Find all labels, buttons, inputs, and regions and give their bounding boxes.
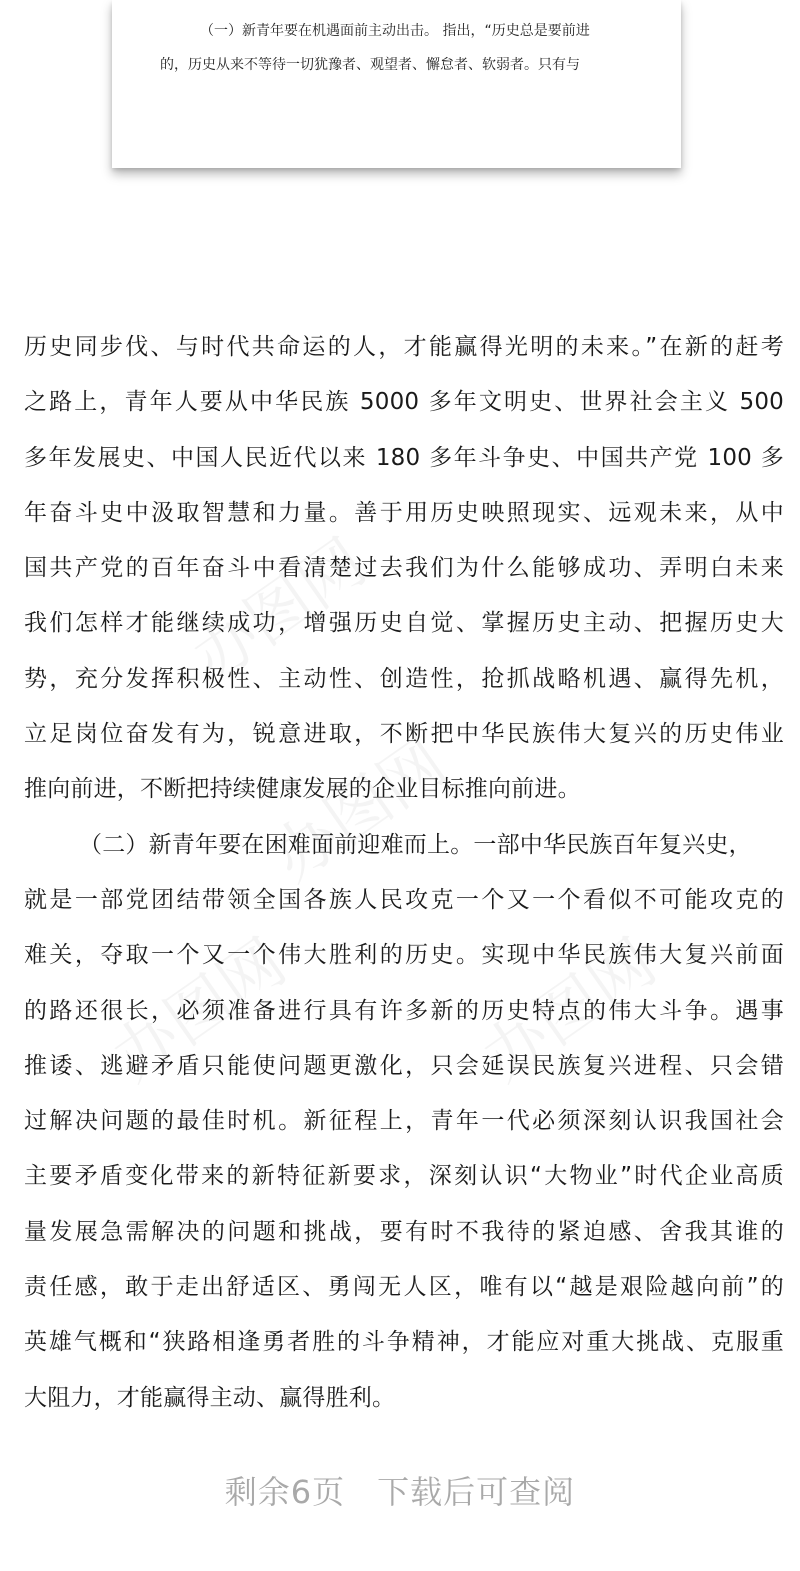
body-line: 量发展急需解决的问题和挑战，要有时不我待的紧迫感、舍我其谁的 bbox=[24, 1218, 784, 1245]
body-line: 推诿、逃避矛盾只能使问题更激化，只会延误民族复兴进程、只会错 bbox=[24, 1052, 784, 1079]
document-body bbox=[24, 320, 784, 1426]
document-preview-card bbox=[112, 0, 681, 168]
body-line: 推向前进，不断把持续健康发展的企业目标推向前进。 bbox=[24, 776, 581, 803]
body-line: 之路上，青年人要从中华民族 5000 多年文明史、世界社会主义 500 bbox=[24, 389, 784, 416]
body-line: 年奋斗史中汲取智慧和力量。善于用历史映照现实、远观未来，从中 bbox=[24, 499, 784, 526]
paragraph-heading-line: （二）新青年要在困难面前迎难而上。一部中华民族百年复兴史， bbox=[79, 831, 752, 858]
body-line: 势，充分发挥积极性、主动性、创造性，抢抓战略机遇、赢得先机， bbox=[24, 665, 784, 692]
body-line: 大阻力，才能赢得主动、赢得胜利。 bbox=[24, 1384, 396, 1411]
preview-line: （一）新青年要在机遇面前主动出击。 指出，“历史总是要前进 bbox=[200, 23, 590, 39]
preview-line: 的，历史从来不等待一切犹豫者、观望者、懈怠者、软弱者。只有与 bbox=[160, 57, 580, 73]
remaining-pages-label: 剩余6页 bbox=[224, 1473, 346, 1511]
body-line: 英雄气概和“狭路相逢勇者胜的斗争精神，才能应对重大挑战、克服重 bbox=[24, 1329, 784, 1356]
body-line: 的路还很长，必须准备进行具有许多新的历史特点的伟大斗争。遇事 bbox=[24, 997, 784, 1024]
body-line: 难关，夺取一个又一个伟大胜利的历史。实现中华民族伟大复兴前面 bbox=[24, 942, 784, 969]
download-prompt[interactable] bbox=[0, 1462, 800, 1522]
body-line: 国共产党的百年奋斗中看清楚过去我们为什么能够成功、弄明白未来 bbox=[24, 555, 784, 582]
body-line: 责任感，敢于走出舒适区、勇闯无人区，唯有以“越是艰险越向前”的 bbox=[24, 1274, 784, 1301]
download-to-view-label: 下载后可查阅 bbox=[377, 1473, 576, 1511]
body-line: 我们怎样才能继续成功，增强历史自觉、掌握历史主动、把握历史大 bbox=[24, 610, 784, 637]
body-line: 过解决问题的最佳时机。新征程上，青年一代必须深刻认识我国社会 bbox=[24, 1108, 784, 1135]
body-line: 主要矛盾变化带来的新特征新要求，深刻认识“大物业”时代企业高质 bbox=[24, 1163, 784, 1190]
body-line: 历史同步伐、与时代共命运的人，才能赢得光明的未来。”在新的赶考 bbox=[24, 334, 784, 360]
body-line: 立足岗位奋发有为，锐意进取，不断把中华民族伟大复兴的历史伟业 bbox=[24, 721, 784, 748]
body-line: 就是一部党团结带领全国各族人民攻克一个又一个看似不可能攻克的 bbox=[24, 886, 784, 913]
body-line: 多年发展史、中国人民近代以来 180 多年斗争史、中国共产党 100 多 bbox=[24, 444, 784, 471]
